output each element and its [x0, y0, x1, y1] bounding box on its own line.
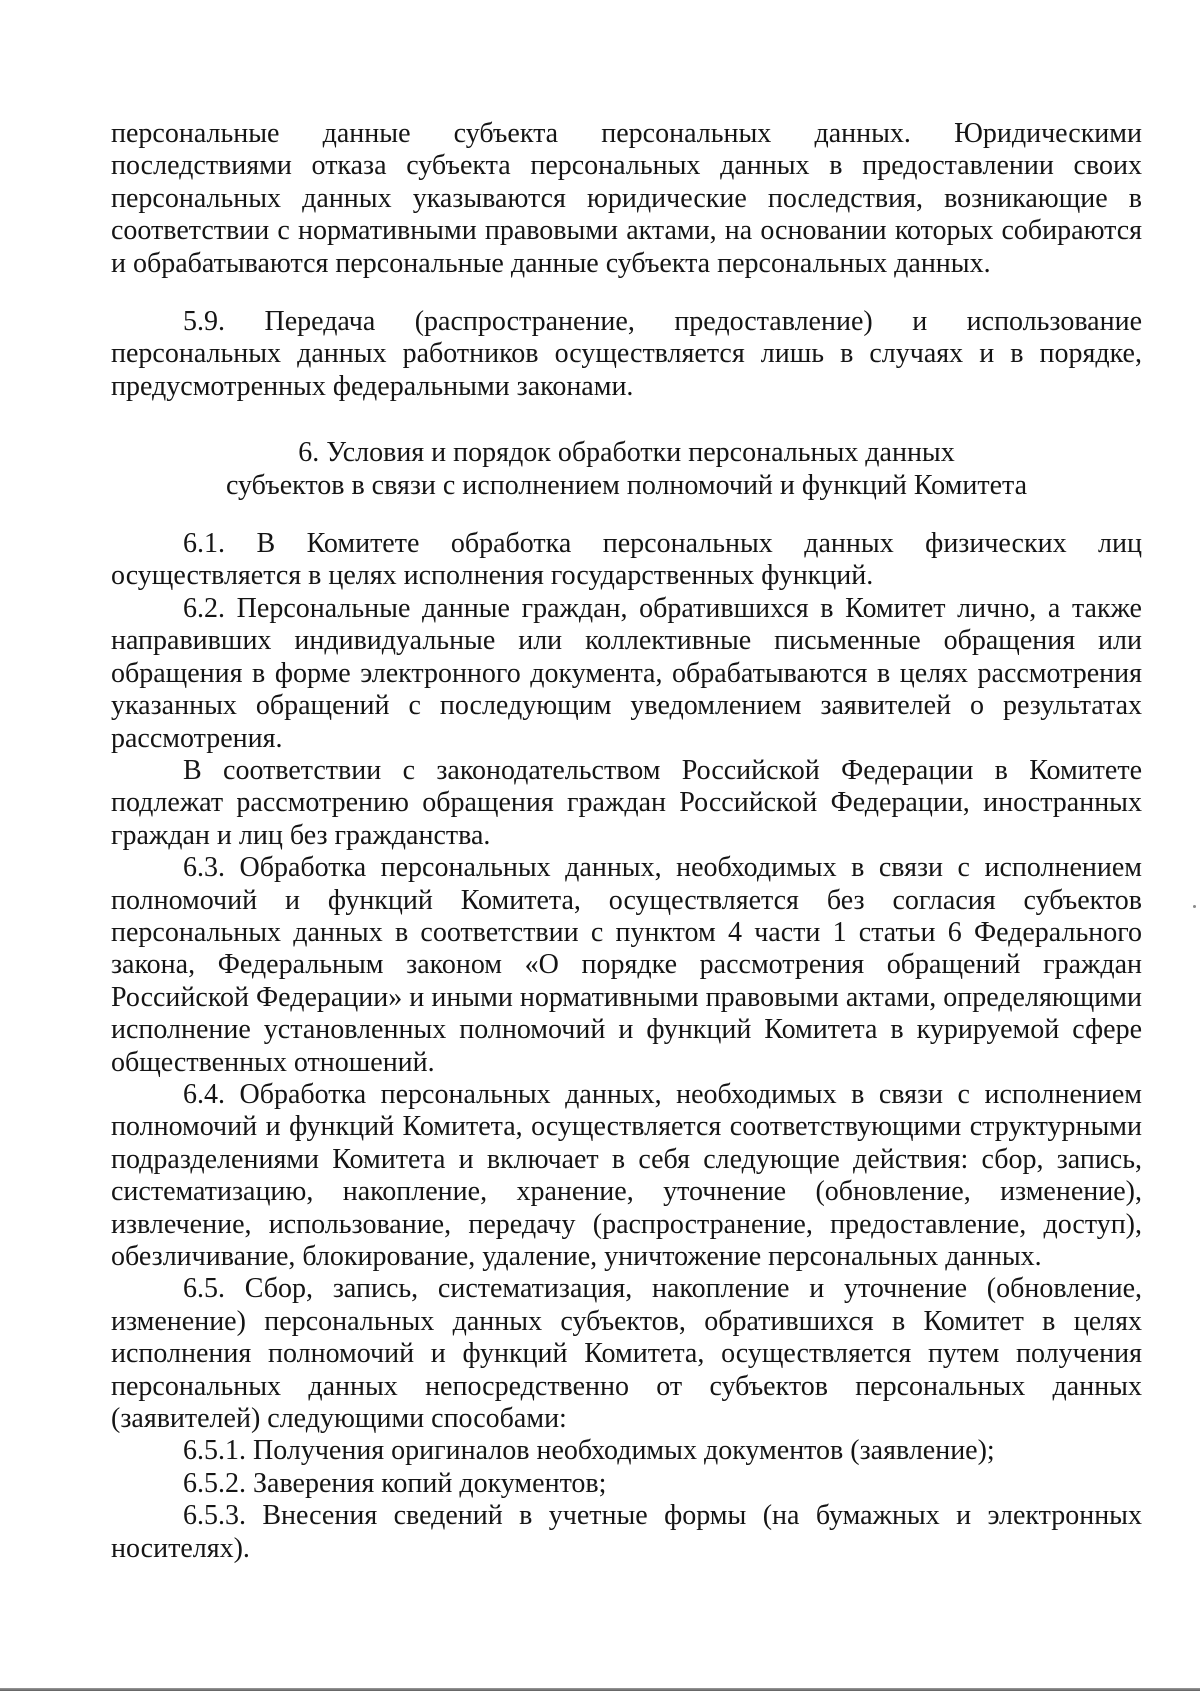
paragraph-continuation: персональные данные субъекта персональных данных. Юридическими последствиями отказа субъекта персональных данных в предоставлении своих персональных данных указываются юридические последствия, возникающие в соответствии с нормативными правовыми актами, на основании которых собираются и обрабатываются персональные данные субъекта персональных данных.	[111, 118, 1142, 279]
scan-speck	[1193, 905, 1196, 908]
paragraph-6-5: 6.5. Сбор, запись, систематизация, накопление и уточнение (обновление, изменение) персональных данных субъектов, обратившихся в Комитет в целях исполнения полномочий и функций Комитета, осуществляется путем получения персональных данных непосредственно от субъектов персональных данных (заявителей) следующими способами:	[111, 1273, 1142, 1435]
paragraph-6-3: 6.3. Обработка персональных данных, необходимых в связи с исполнением полномочий и функций Комитета, осуществляется без согласия субъектов персональных данных в соответствии с пунктом 4 части 1 статьи 6 Федерального закона, Федеральным законом «О порядке рассмотрения обращений граждан Российской Федерации» и иными нормативными правовыми актами, определяющими исполнение установленных полномочий и функций Комитета в курируемой сфере общественных отношений.	[111, 852, 1142, 1078]
section-heading-6	[111, 437, 1142, 502]
paragraph-6-5-2: 6.5.2. Заверения копий документов;	[183, 1467, 607, 1499]
page-bottom-edge	[0, 1688, 1200, 1691]
paragraph-6-5-3: 6.5.3. Внесения сведений в учетные формы (на бумажных и электронных носителях).	[111, 1500, 1142, 1564]
paragraph-6-5-1: 6.5.1. Получения оригиналов необходимых документов (заявление);	[183, 1435, 995, 1467]
paragraph-6-2: 6.2. Персональные данные граждан, обратившихся в Комитет лично, а также направивших индивидуальные или коллективные письменные обращения или обращения в форме электронного документа, обрабатываются в целях рассмотрения указанных обращений с последующим уведомлением заявителей о результатах рассмотрения.	[111, 592, 1142, 754]
section-heading-line-1: 6. Условия и порядок обработки персональных данных	[298, 437, 955, 469]
paragraph-5-9: 5.9. Передача (распространение, предоставление) и использование персональных данных работников осуществляется лишь в случаях и в порядке, предусмотренных федеральными законами.	[111, 306, 1142, 402]
paragraph-6-4: 6.4. Обработка персональных данных, необходимых в связи с исполнением полномочий и функций Комитета, осуществляется соответствующими структурными подразделениями Комитета и включает в себя следующие действия: сбор, запись, систематизацию, накопление, хранение, уточнение (обновление, изменение), извлечение, использование, передачу (распространение, предоставление, доступ), обезличивание, блокирование, удаление, уничтожение персональных данных.	[111, 1078, 1142, 1272]
paragraph-6-2-continued: В соответствии с законодательством Российской Федерации в Комитете подлежат рассмотрению обращения граждан Российской Федерации, иностранных граждан и лиц без гражданства.	[111, 754, 1142, 851]
paragraph-6-1: 6.1. В Комитете обработка персональных данных физических лиц осуществляется в целях исполнения государственных функций.	[111, 528, 1142, 592]
document-body	[111, 118, 1142, 1565]
section-heading-line-2: субъектов в связи с исполнением полномочий и функций Комитета	[225, 469, 1028, 501]
